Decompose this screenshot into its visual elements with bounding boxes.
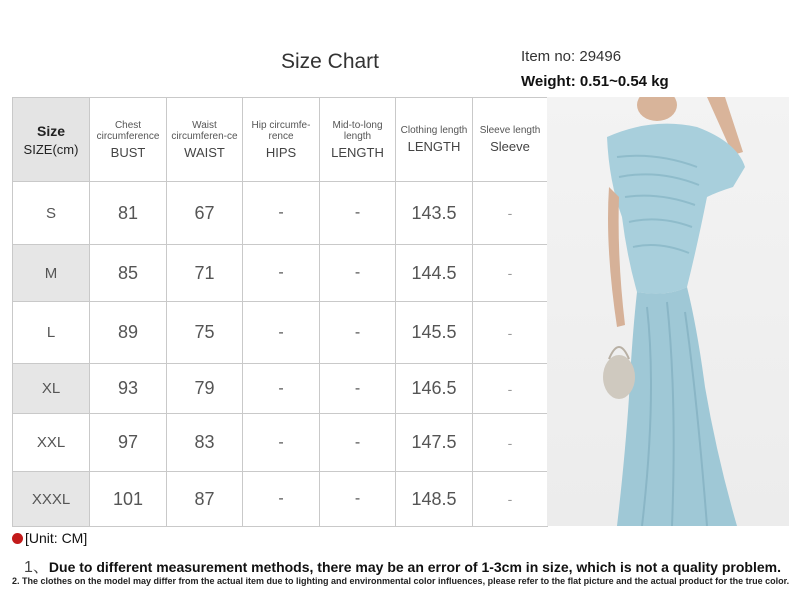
header-clothing-length bbox=[396, 98, 473, 182]
note1-text: Due to different measurement methods, there may be an error of 1-3cm in size, which is not a quality problem. bbox=[48, 559, 781, 575]
table-row bbox=[13, 364, 548, 414]
clothing-length-cell: 144.5 bbox=[396, 245, 473, 302]
unit-label: [Unit: CM] bbox=[25, 530, 88, 546]
waist-cell: 75 bbox=[167, 302, 243, 364]
header-main: HIPS bbox=[265, 144, 297, 160]
waist-cell: 79 bbox=[167, 364, 243, 414]
header-main: BUST bbox=[110, 144, 146, 160]
waist-cell: 87 bbox=[167, 472, 243, 527]
mid-length-cell: - bbox=[320, 302, 396, 364]
bust-cell: 97 bbox=[90, 414, 167, 472]
clothing-length-cell: 143.5 bbox=[396, 182, 473, 245]
note1-number: 1、 bbox=[24, 559, 49, 576]
mid-length-cell: - bbox=[320, 182, 396, 245]
bust-cell: 101 bbox=[90, 472, 167, 527]
size-cell: M bbox=[13, 245, 90, 302]
header-sub: Waist circumferen-ce bbox=[171, 119, 238, 142]
model-head bbox=[637, 97, 677, 121]
header-sub: Chest circumference bbox=[96, 119, 160, 142]
header-sleeve bbox=[473, 98, 548, 182]
bust-cell: 85 bbox=[90, 245, 167, 302]
header-sub: Size bbox=[36, 122, 65, 139]
table-header-row bbox=[13, 98, 548, 182]
sleeve-cell: - bbox=[473, 472, 548, 527]
header-hips bbox=[243, 98, 320, 182]
hips-cell: - bbox=[243, 472, 320, 527]
header-main: WAIST bbox=[184, 144, 225, 160]
mid-length-cell: - bbox=[320, 472, 396, 527]
header-main: Sleeve bbox=[490, 139, 530, 154]
size-cell: L bbox=[13, 302, 90, 364]
header-main: LENGTH bbox=[407, 139, 461, 154]
mid-length-cell: - bbox=[320, 364, 396, 414]
size-cell: S bbox=[13, 182, 90, 245]
item-number: Item no: 29496 bbox=[521, 48, 622, 65]
clothing-length-cell: 146.5 bbox=[396, 364, 473, 414]
size-cell: XXL bbox=[13, 414, 90, 472]
table-row bbox=[13, 245, 548, 302]
header-main: SIZE(cm) bbox=[23, 141, 79, 157]
item-weight: Weight: 0.51~0.54 kg bbox=[521, 73, 669, 90]
dress-bodice bbox=[607, 124, 745, 294]
model-dress-illustration bbox=[547, 97, 789, 526]
hips-cell: - bbox=[243, 364, 320, 414]
header-sub: Clothing length bbox=[400, 125, 468, 136]
header-sub: Sleeve length bbox=[479, 125, 541, 136]
color-note: 2. The clothes on the model may differ from the actual item due to lighting and environmental color influences, please refer to the flat picture and the actual product for the true color. bbox=[12, 576, 790, 586]
size-table bbox=[12, 97, 548, 527]
red-dot-icon bbox=[12, 533, 23, 544]
mid-length-cell: - bbox=[320, 245, 396, 302]
clothing-length-cell: 147.5 bbox=[396, 414, 473, 472]
sleeve-cell: - bbox=[473, 302, 548, 364]
table-row bbox=[13, 302, 548, 364]
header-size bbox=[13, 98, 90, 182]
waist-cell: 67 bbox=[167, 182, 243, 245]
unit-note bbox=[12, 530, 87, 546]
sleeve-cell: - bbox=[473, 364, 548, 414]
sleeve-cell: - bbox=[473, 414, 548, 472]
table-row bbox=[13, 414, 548, 472]
hips-cell: - bbox=[243, 414, 320, 472]
dress-skirt bbox=[617, 287, 737, 526]
model-photo bbox=[547, 97, 789, 526]
measurement-note bbox=[24, 554, 781, 577]
sleeve-cell: - bbox=[473, 182, 548, 245]
header-main: LENGTH bbox=[331, 144, 384, 160]
hips-cell: - bbox=[243, 245, 320, 302]
waist-cell: 83 bbox=[167, 414, 243, 472]
size-cell: XXXL bbox=[13, 472, 90, 527]
bust-cell: 89 bbox=[90, 302, 167, 364]
mid-length-cell: - bbox=[320, 414, 396, 472]
table-row bbox=[13, 182, 548, 245]
header-mid-length bbox=[320, 98, 396, 182]
sleeve-cell: - bbox=[473, 245, 548, 302]
size-cell: XL bbox=[13, 364, 90, 414]
clothing-length-cell: 145.5 bbox=[396, 302, 473, 364]
handbag bbox=[603, 355, 635, 399]
bust-cell: 81 bbox=[90, 182, 167, 245]
table-row bbox=[13, 472, 548, 527]
hips-cell: - bbox=[243, 302, 320, 364]
header-sub: Mid-to-long length bbox=[332, 119, 383, 142]
hips-cell: - bbox=[243, 182, 320, 245]
waist-cell: 71 bbox=[167, 245, 243, 302]
bust-cell: 93 bbox=[90, 364, 167, 414]
header-bust bbox=[90, 98, 167, 182]
header-sub: Hip circumfe-rence bbox=[251, 119, 311, 142]
clothing-length-cell: 148.5 bbox=[396, 472, 473, 527]
header-waist bbox=[167, 98, 243, 182]
page-title: Size Chart bbox=[280, 50, 380, 73]
